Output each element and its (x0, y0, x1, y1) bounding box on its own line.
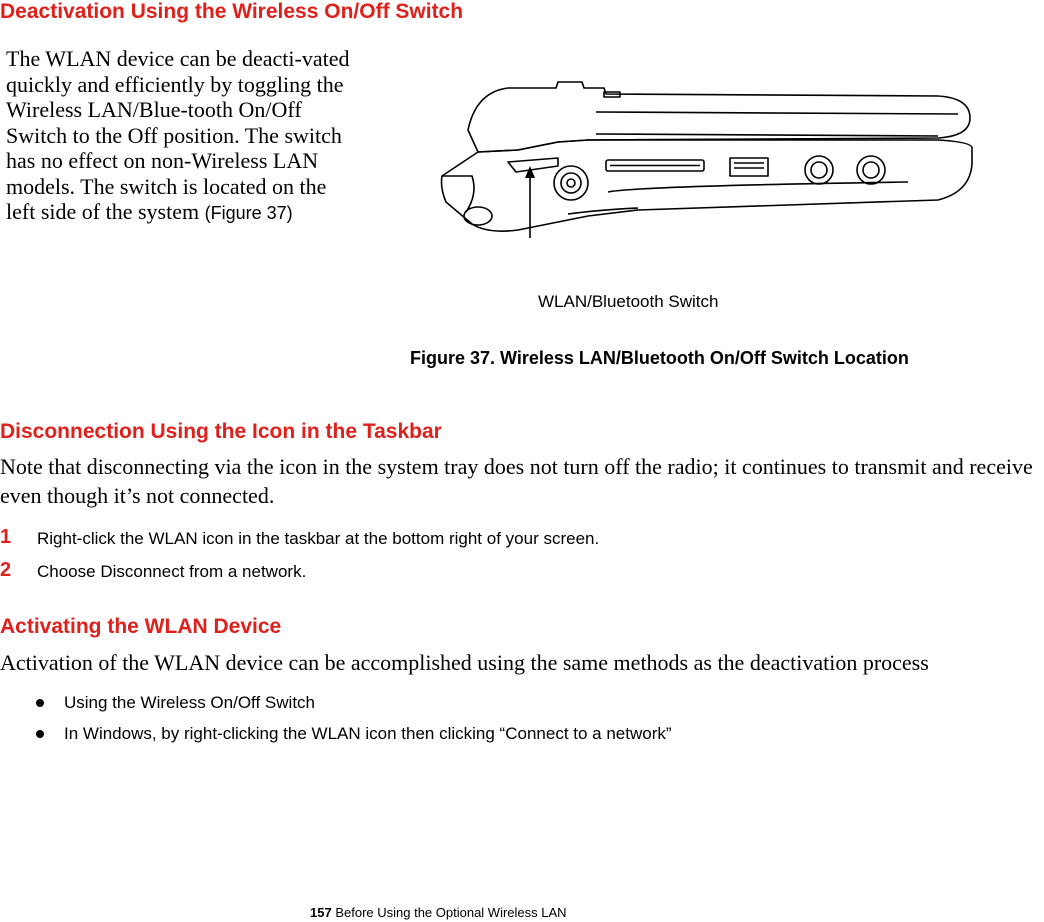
page-footer (310, 905, 567, 920)
step-number: 1 (0, 526, 12, 548)
bullet-text: Using the Wireless On/Off Switch (64, 693, 315, 712)
figure-reference: (Figure 37) (204, 203, 293, 223)
laptop-side-illustration (438, 78, 974, 238)
step-number: 2 (0, 559, 12, 581)
disconnection-paragraph: Note that disconnecting via the icon in the system tray does not turn off the radio; it continues to transmit and receive even though it’s not connected. (0, 454, 1033, 508)
bullet-icon (36, 699, 44, 707)
intro-text: The WLAN device can be deacti-vated quickly and efficiently by toggling the Wireless LAN/Blue-tooth On/Off Switch to the Off position. The switch has no effect on non-Wireless LAN models. The switch is located on the left side of the system (6, 46, 350, 224)
figure-callout-label: WLAN/Bluetooth Switch (538, 292, 719, 311)
footer-title: Before Using the Optional Wireless LAN (335, 905, 567, 920)
section-heading-activation: Activating the WLAN Device (0, 615, 282, 638)
bullet-icon (36, 730, 44, 738)
intro-paragraph (6, 46, 356, 227)
step-text: Choose Disconnect from a network. (37, 562, 307, 581)
page-number: 157 (310, 905, 332, 920)
section-heading-deactivation: Deactivation Using the Wireless On/Off Switch (0, 0, 464, 23)
section-heading-disconnection: Disconnection Using the Icon in the Taskbar (0, 420, 442, 443)
step-text: Right-click the WLAN icon in the taskbar at the bottom right of your screen. (37, 529, 600, 548)
bullet-text: In Windows, by right-clicking the WLAN icon then clicking “Connect to a network” (64, 724, 672, 743)
activation-paragraph: Activation of the WLAN device can be accomplished using the same methods as the deactivation process (0, 650, 929, 675)
figure-caption: Figure 37. Wireless LAN/Bluetooth On/Off Switch Location (410, 348, 909, 368)
